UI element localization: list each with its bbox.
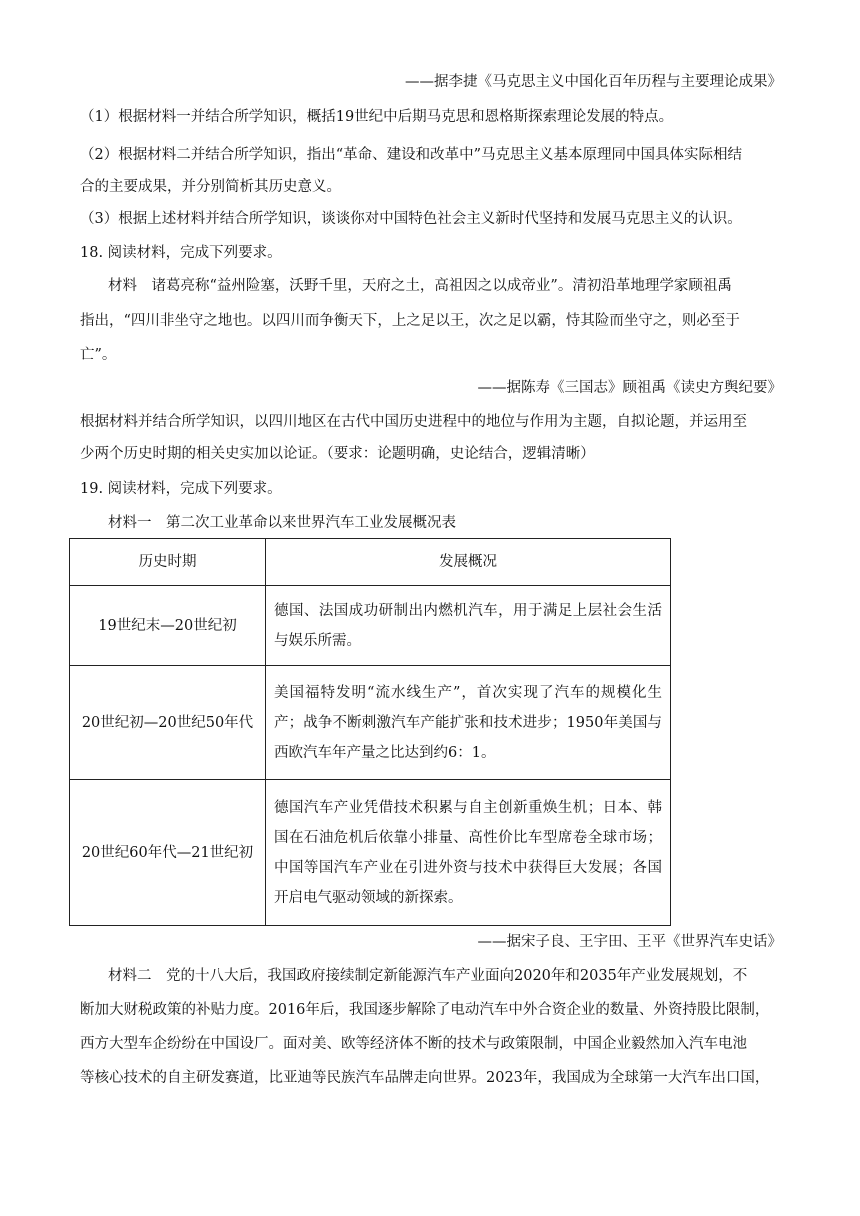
question-18-material-line-3: 亡”。: [80, 347, 117, 363]
material-2-line-4: 等核心技术的自主研发赛道，比亚迪等民族汽车品牌走向世界。2023年，我国成为全球第一大汽车出口国，: [80, 1070, 770, 1086]
material-2-line-2: 断加大财税政策的补贴力度。2016年后，我国逐步解除了电动汽车中外合资企业的数量、外资持股比限制，: [80, 1002, 770, 1018]
material-2-line-1: 材料二 党的十八大后，我国政府接续制定新能源汽车产业面向2020年和2035年产业发展规划，不: [108, 968, 748, 984]
question-18-material-line-1: 材料 诸葛亮称“益州险塞，沃野千里，天府之土，高祖因之以成帝业”。清初沿革地理学家顾祖禹: [108, 278, 732, 294]
table-cell-overview: 美国福特发明“流水线生产”，首次实现了汽车的规模化生产；战争不断刺激汽车产能扩张和技术进步；1950年美国与西欧汽车年产量之比达到约6：1。: [266, 666, 671, 780]
table-cell-overview: 德国、法国成功研制出内燃机汽车，用于满足上层社会生活与娱乐所需。: [266, 586, 671, 666]
question-18-task-line-2: 少两个历史时期的相关史实加以论证。（要求：论题明确，史论结合，逻辑清晰）: [80, 446, 595, 462]
table-cell-overview: 德国汽车产业凭借技术积累与自主创新重焕生机；日本、韩国在石油危机后依靠小排量、高性价比车型席卷全球市场；中国等国汽车产业在引进外资与技术中获得巨大发展；各国开启电气驱动领域的新探索。: [266, 780, 671, 926]
question-18-material-line-2: 指出，“四川非坐守之地也。以四川而争衡天下，上之足以王，次之足以霸，恃其险而坐守之，则必至于: [80, 313, 740, 329]
material-2-line-3: 西方大型车企纷纷在中国设厂。面对美、欧等经济体不断的技术与政策限制，中国企业毅然加入汽车电池: [80, 1036, 747, 1052]
table-cell-period: 19世纪末—20世纪初: [70, 586, 266, 666]
automobile-history-table: [69, 538, 671, 926]
question-19-heading: 19. 阅读材料，完成下列要求。: [80, 481, 282, 497]
question-17-item-2-line-1: （2）根据材料二并结合所学知识，指出“革命、建设和改革中”马克思主义基本原理同中国具体实际相结: [80, 147, 743, 163]
table-row: [70, 586, 671, 666]
table-header-row: [70, 539, 671, 586]
table-row: [70, 780, 671, 926]
table-cell-period: 20世纪60年代—21世纪初: [70, 780, 266, 926]
table-header-overview: 发展概况: [266, 539, 671, 586]
source-citation-19: ——据宋子良、王宇田、王平《世界汽车史话》: [477, 934, 782, 950]
question-18-task-line-1: 根据材料并结合所学知识，以四川地区在古代中国历史进程中的地位与作用为主题，自拟论题，并运用至: [80, 414, 747, 430]
question-17-item-3: （3）根据上述材料并结合所学知识，谈谈你对中国特色社会主义新时代坚持和发展马克思主义的认识。: [80, 211, 742, 227]
question-17-item-1: （1）根据材料一并结合所学知识，概括19世纪中后期马克思和恩格斯探索理论发展的特点。: [80, 109, 674, 125]
table-header-period: 历史时期: [70, 539, 266, 586]
source-citation-18: ——据陈寿《三国志》顾祖禹《读史方舆纪要》: [477, 380, 782, 396]
source-citation-17: ——据李捷《马克思主义中国化百年历程与主要理论成果》: [405, 74, 782, 90]
table-row: [70, 666, 671, 780]
question-17-item-2-line-2: 合的主要成果，并分别简析其历史意义。: [80, 179, 341, 195]
question-18-heading: 18. 阅读材料，完成下列要求。: [80, 245, 282, 261]
table-cell-period: 20世纪初—20世纪50年代: [70, 666, 266, 780]
material-1-title: 材料一 第二次工业革命以来世界汽车工业发展概况表: [108, 515, 456, 531]
